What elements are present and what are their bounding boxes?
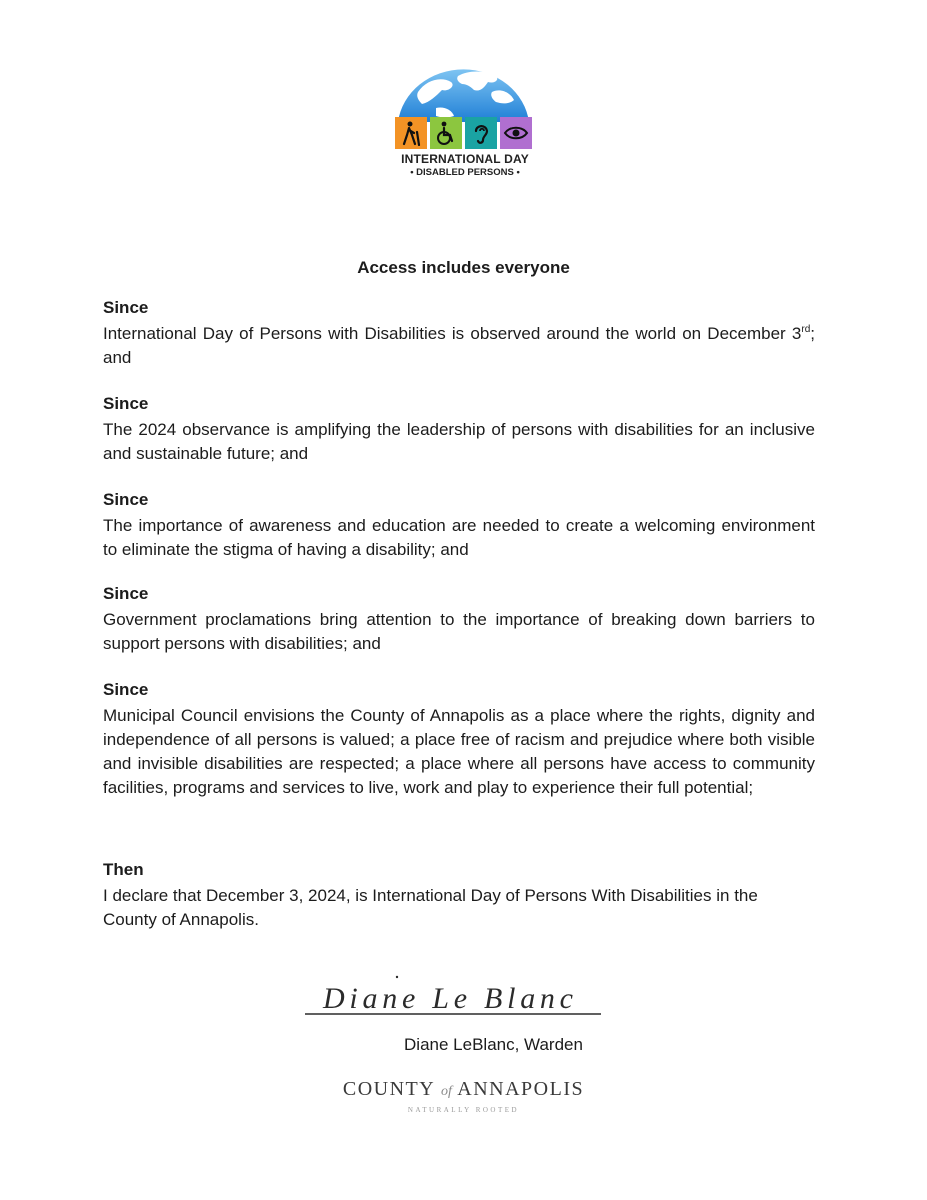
ear-icon (465, 117, 497, 149)
international-day-logo (380, 62, 550, 182)
eye-icon (500, 117, 532, 149)
disability-icon-row (395, 117, 533, 151)
signature-script: Diane Le Blanc (323, 982, 573, 1015)
clause-5 (103, 678, 815, 800)
clause-4 (103, 582, 815, 656)
logo-subtitle: • DISABLED PERSONS • (410, 167, 520, 178)
county-word: COUNTY (342, 1078, 435, 1100)
clause-text: The importance of awareness and education are needed to create a welcoming environment to eliminate the stigma of having a disability; and (103, 516, 815, 559)
clause-2 (103, 392, 815, 466)
handwritten-signature (305, 972, 605, 1022)
ordinal-suffix: rd (801, 324, 811, 335)
county-tagline: NATURALLY ROOTED (407, 1106, 520, 1114)
clause-6 (103, 858, 815, 932)
clause-text: Government proclamations bring attention to the importance of breaking down barriers to support persons with disabilities; and (103, 610, 815, 653)
clause-3 (103, 488, 815, 562)
clause-text: International Day of Persons with Disabilities is observed around the world on December 3rd; and (103, 324, 815, 367)
clause-heading: Since (103, 680, 149, 699)
clause-text: I declare that December 3, 2024, is International Day of Persons With Disabilities in the County of Annapolis. (103, 886, 758, 929)
county-wordmark (0, 1078, 927, 1101)
clause-text: The 2024 observance is amplifying the leadership of persons with disabilities for an inclusive and sustainable future; and (103, 420, 815, 463)
logo-title: INTERNATIONAL DAY (401, 152, 529, 166)
clause-heading: Then (103, 860, 144, 879)
clause-heading: Since (103, 490, 149, 509)
globe-icon (396, 62, 531, 122)
clause-heading: Since (103, 298, 149, 317)
wheelchair-icon (430, 117, 462, 149)
signatory-name: Diane LeBlanc, Warden (404, 1035, 583, 1054)
clause-heading: Since (103, 394, 149, 413)
county-name: ANNAPOLIS (457, 1078, 585, 1100)
clause-heading: Since (103, 584, 149, 603)
county-of: of (440, 1084, 452, 1099)
page-title: Access includes everyone (357, 258, 570, 277)
clause-1 (103, 296, 815, 370)
walking-cane-icon (395, 117, 427, 149)
clause-text: Municipal Council envisions the County of Annapolis as a place where the rights, dignity and independence of all persons is valued; a place free of racism and prejudice where both visible and invisible disabilities are respected; a place where all persons have access to community facilities, programs and services to live, work and play to experience their full potential; (103, 706, 815, 797)
